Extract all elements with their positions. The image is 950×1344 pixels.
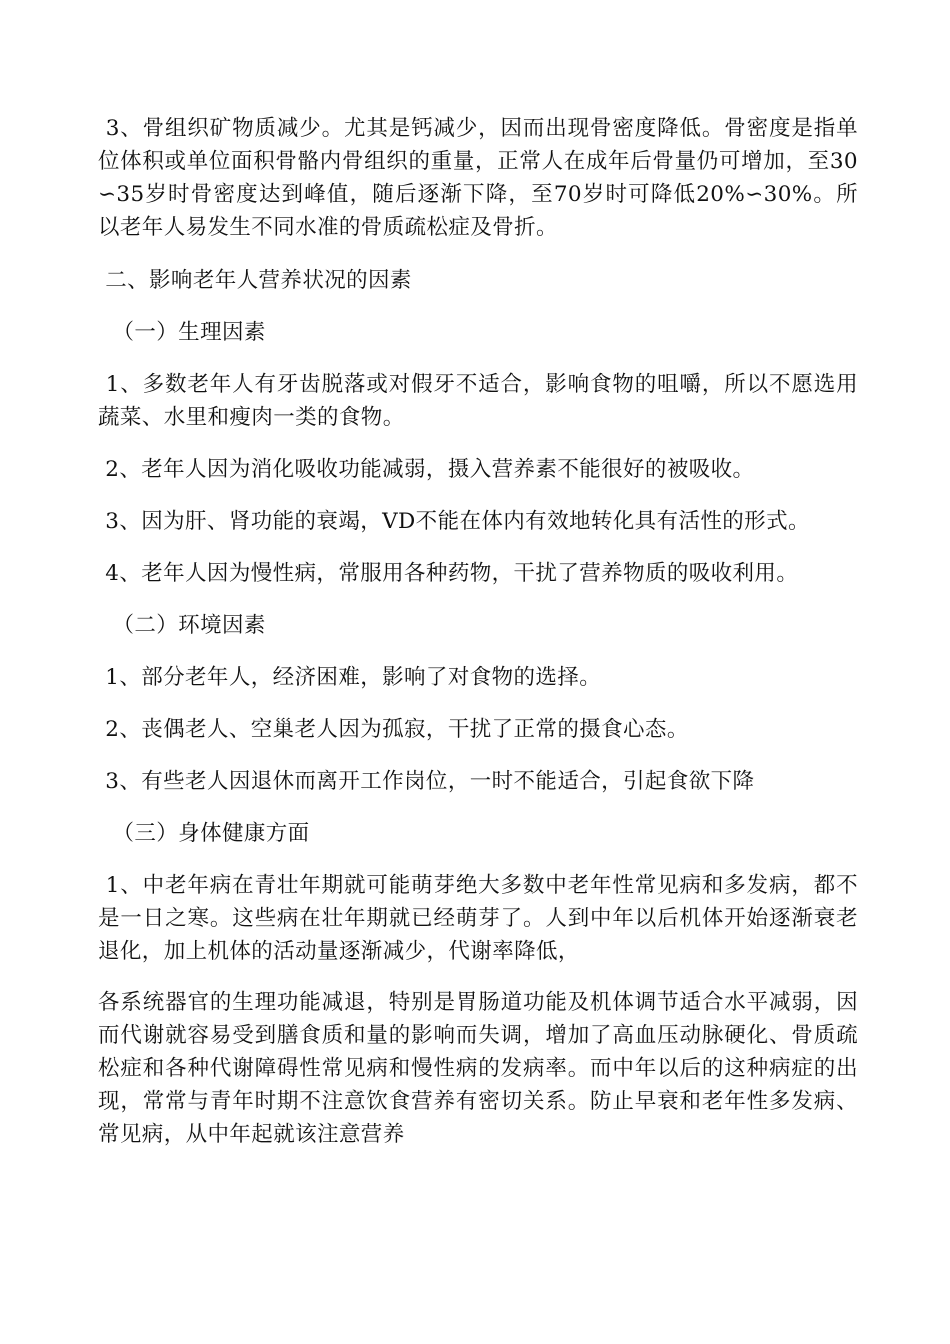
paragraph-environmental-2: 2、丧偶老人、空巢老人因为孤寂，干扰了正常的摄食心态。 <box>98 717 689 742</box>
paragraph-environmental-3: 3、有些老人因退休而离开工作岗位，一时不能适合，引起食欲下降 <box>98 769 755 794</box>
paragraph-physical-health-1: 1、中老年病在青壮年期就可能萌芽绝大多数中老年性常见病和多发病，都不是一日之寒。这些病在壮年期就已经萌芽了。人到中年以后机体开始逐渐衰老退化，加上机体的活动量逐渐减少，代谢率降低， <box>98 873 859 964</box>
subsection-heading-physical-health: （三）身体健康方面 <box>98 821 310 846</box>
paragraph-physiological-3: 3、因为肝、肾功能的衰竭，VD不能在体内有效地转化具有活性的形式。 <box>98 509 810 534</box>
paragraph-environmental-1: 1、部分老年人，经济困难，影响了对食物的选择。 <box>98 665 602 690</box>
paragraph-bone-mineral-loss: 3、骨组织矿物质减少。尤其是钙减少，因而出现骨密度降低。骨密度是指单位体积或单位面积骨骼内骨组织的重量，正常人在成年后骨量仍可增加，至30∽35岁时骨密度达到峰值，随后逐渐下降，至70岁时可降低20%∽30%。所以老年人易发生不同水准的骨质疏松症及骨折。 <box>98 116 859 240</box>
paragraph-physiological-2: 2、老年人因为消化吸收功能减弱，摄入营养素不能很好的被吸收。 <box>98 457 755 482</box>
paragraph-physical-health-continued: 各系统器官的生理功能减退，特别是胃肠道功能及机体调节适合水平减弱，因而代谢就容易受到膳食质和量的影响而失调，增加了高血压动脉硬化、骨质疏松症和各种代谢障碍性常见病和慢性病的发病率。而中年以后的这种病症的出现，常常与青年时期不注意饮食营养有密切关系。防止早衰和老年性多发病、常见病，从中年起就该注意营养 <box>98 990 858 1147</box>
paragraph-physiological-4: 4、老年人因为慢性病，常服用各种药物，干扰了营养物质的吸收利用。 <box>98 561 799 586</box>
paragraph-physiological-1: 1、多数老年人有牙齿脱落或对假牙不适合，影响食物的咀嚼，所以不愿选用蔬菜、水里和瘦肉一类的食物。 <box>98 372 859 430</box>
section-heading-influencing-factors: 二、影响老年人营养状况的因素 <box>98 268 412 293</box>
subsection-heading-physiological: （一）生理因素 <box>98 320 266 345</box>
subsection-heading-environmental: （二）环境因素 <box>98 613 266 638</box>
